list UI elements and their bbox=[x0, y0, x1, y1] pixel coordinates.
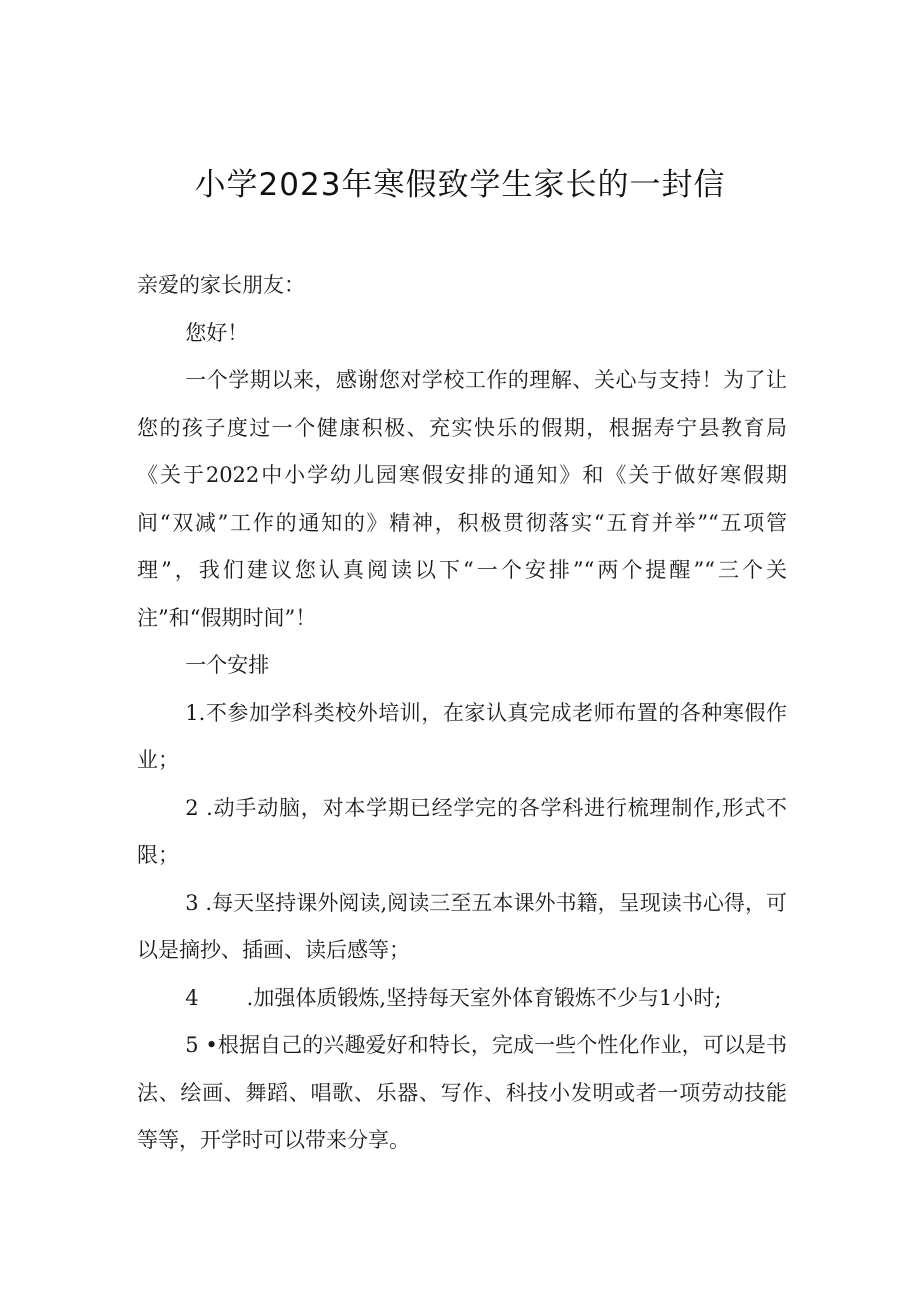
item-text: .加强体质锻炼,坚持每天室外体育锻炼不少与1小时; bbox=[246, 985, 722, 1010]
item-text: 动手动脑，对本学期已经学完的各学科进行梳理制作,形式不限； bbox=[137, 795, 787, 867]
list-item bbox=[137, 880, 787, 975]
item-text: 根据自己的兴趣爱好和特长，完成一些个性化作业，可以是书法、绘画、舞蹈、唱歌、乐器、写作、科技小发明或者一项劳动技能等等，开学时可以带来分享。 bbox=[137, 1033, 787, 1152]
section-heading: 一个安排 bbox=[185, 653, 270, 677]
letter-title: 小学2023年寒假致学生家长的一封信 bbox=[194, 167, 726, 203]
list-item bbox=[137, 1022, 787, 1165]
item-number: 1. bbox=[185, 700, 206, 725]
list-item bbox=[137, 785, 787, 880]
intro-paragraph: 一个学期以来，感谢您对学校工作的理解、关心与支持！为了让您的孩子度过一个健康积极、充实快乐的假期，根据寿宁县教育局《关于2022中小学幼儿园寒假安排的通知》和《关于做好寒假期间“双减”工作的通知的》精神，积极贯彻落实“五育并举”“五项管理”，我们建议您认真阅读以下“一个安排”“两个提醒”“三个关注”和“假期时间”！ bbox=[137, 368, 787, 630]
item-number: 3 . bbox=[185, 890, 213, 915]
item-text: 不参加学科类校外培训，在家认真完成老师布置的各种寒假作业； bbox=[137, 700, 787, 772]
letter-body bbox=[137, 262, 787, 1165]
item-number: 2 . bbox=[185, 795, 213, 820]
salutation: 亲爱的家长朋友： bbox=[137, 273, 305, 297]
item-number: 4 bbox=[185, 985, 199, 1010]
item-number: 5 • bbox=[185, 1033, 218, 1057]
item-text: 每天坚持课外阅读,阅读三至五本课外书籍，呈现读书心得，可以是摘抄、插画、读后感等； bbox=[137, 890, 787, 962]
greeting: 您好！ bbox=[185, 320, 249, 345]
list-item bbox=[137, 975, 787, 1023]
list-item bbox=[137, 690, 787, 785]
